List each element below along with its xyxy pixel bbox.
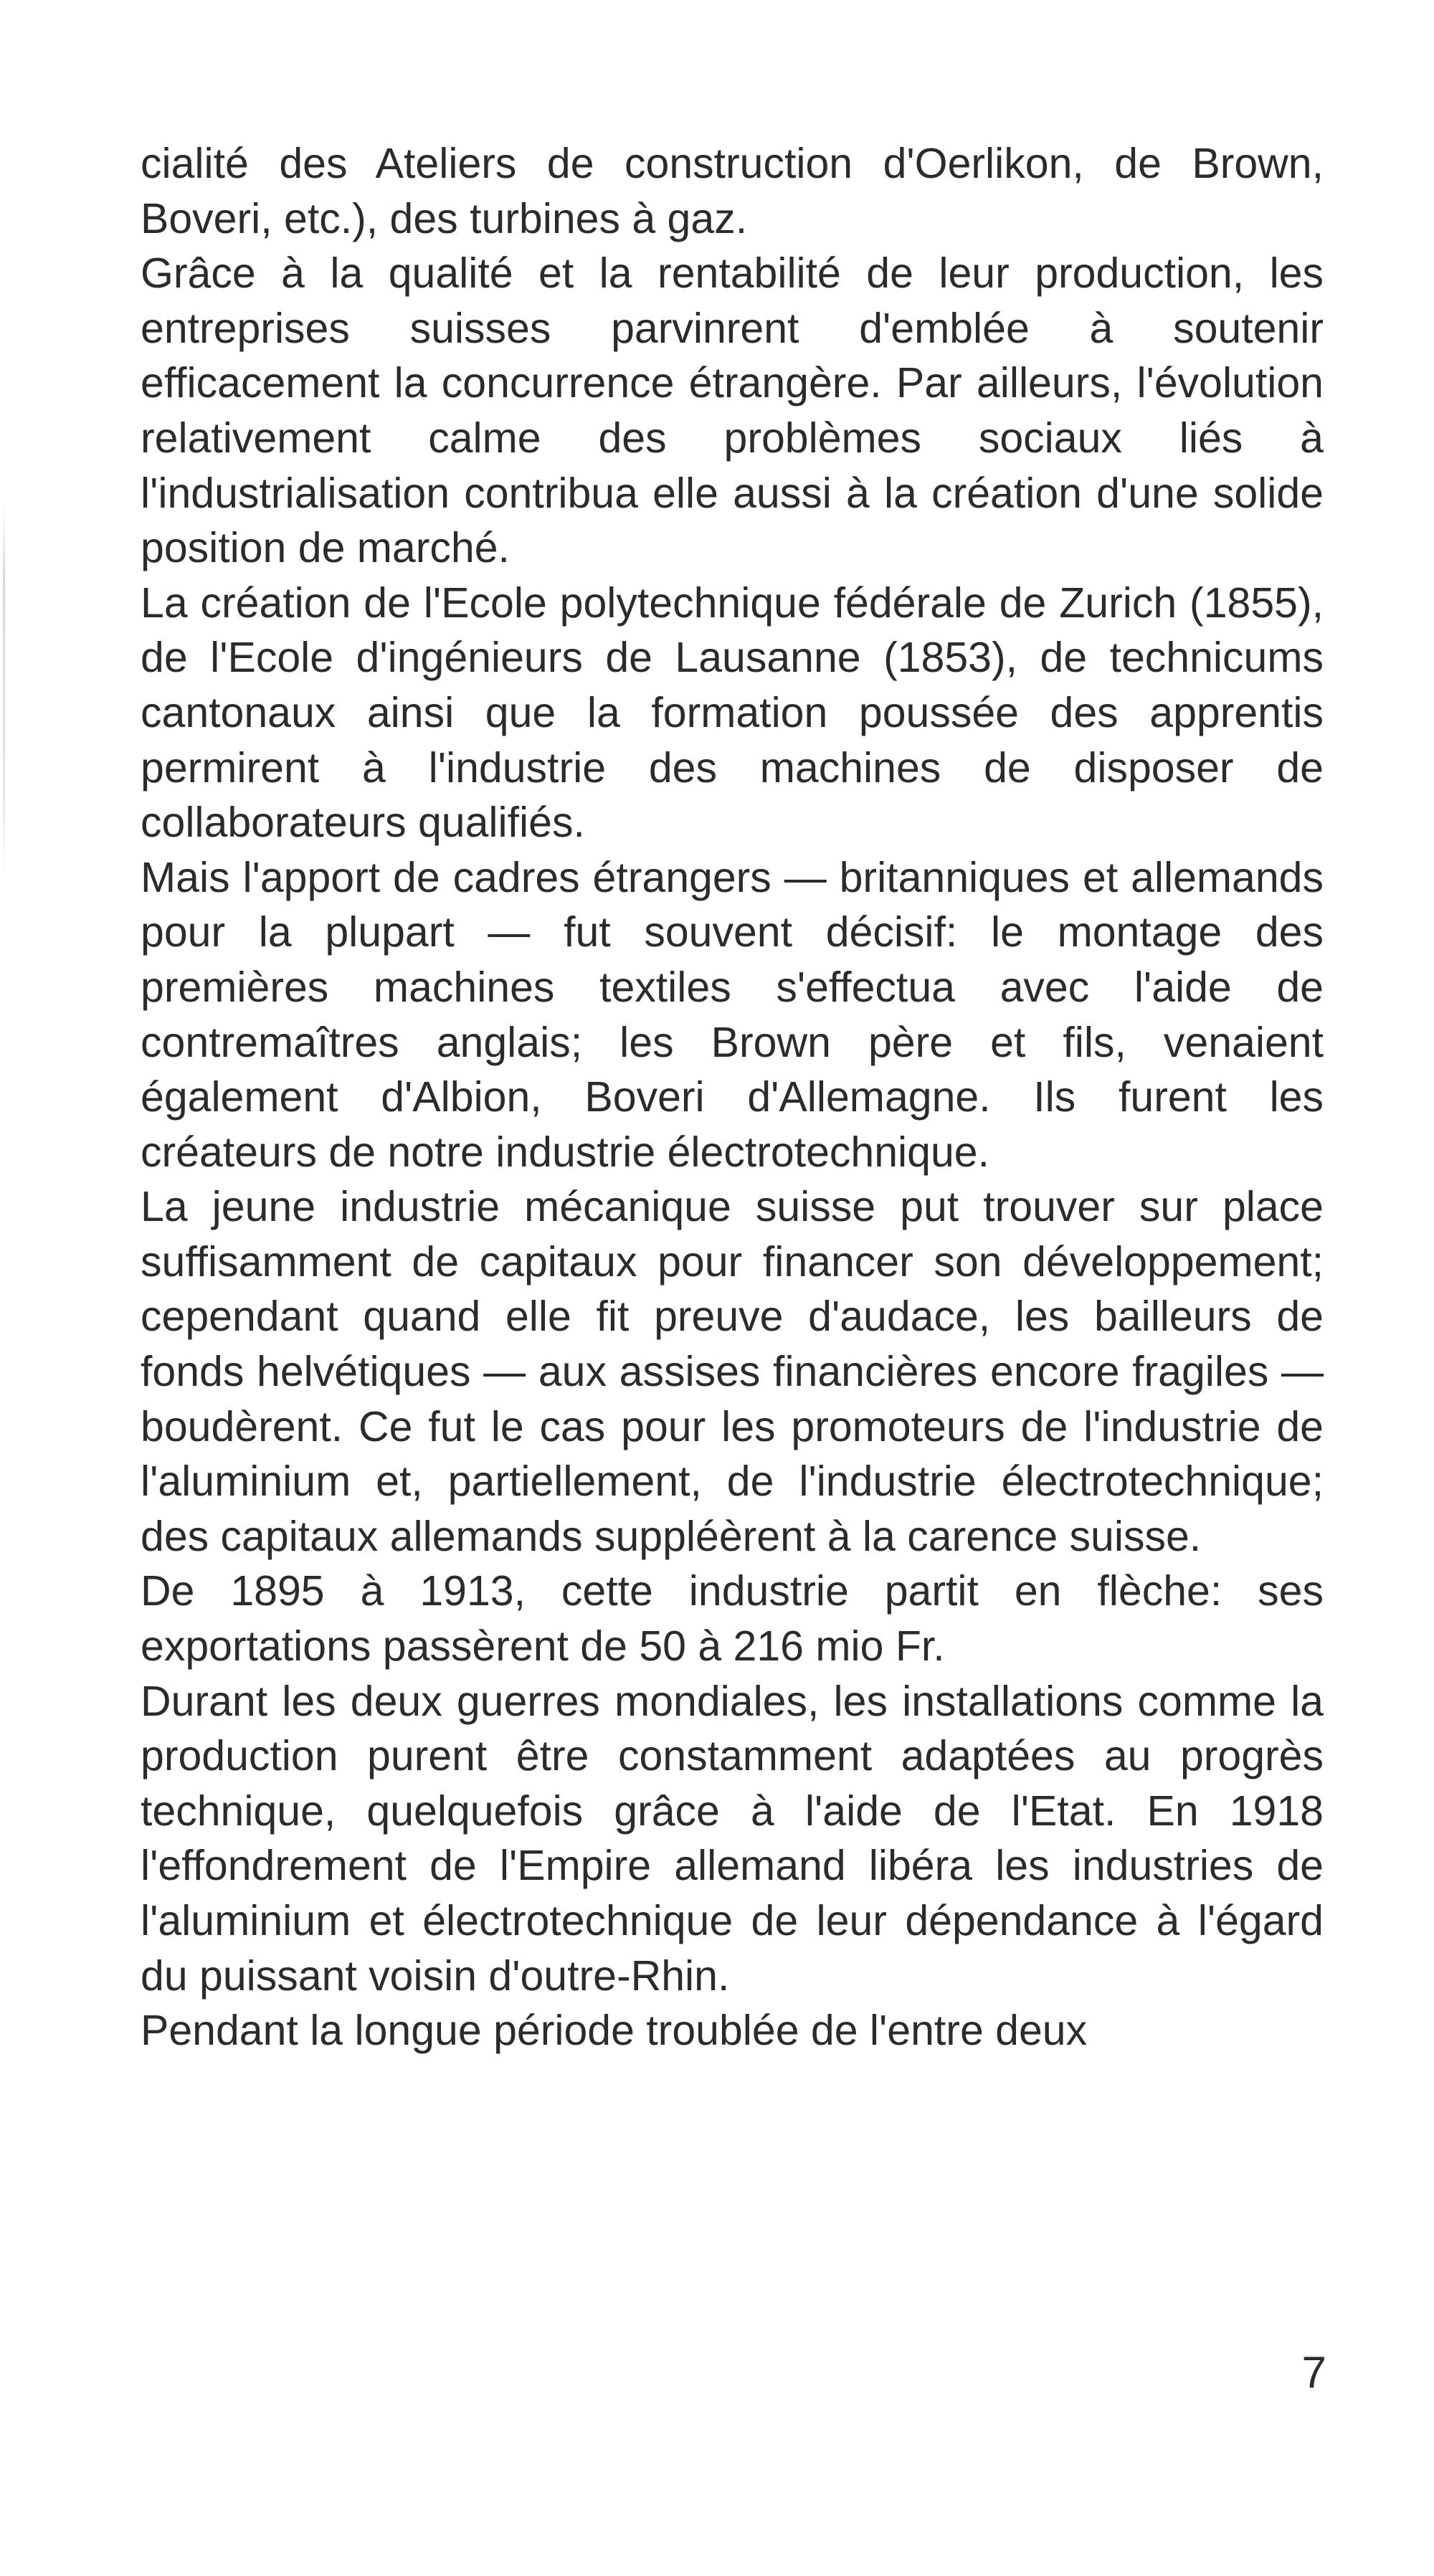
scan-margin-mark — [3, 502, 5, 875]
paragraph-2: Grâce à la qualité et la rentabilité de leur production, les entreprises suisses parvinrent d'emblée à soutenir efficacement la concurrence étrangère. Par ailleurs, l'évolution relativement calme des problèmes sociaux liés à l'industrialisation contribua elle aussi à la création d'une solide position de marché. — [141, 249, 1324, 572]
paragraph-1: cialité des Ateliers de construction d'Oerlikon, de Brown, Boveri, etc.), des turbines à gaz. — [141, 140, 1324, 242]
paragraph-7: Durant les deux guerres mondiales, les installations comme la production purent être constamment adaptées au progrès technique, quelquefois grâce à l'aide de l'Etat. En 1918 l'effondrement de l'Empire allemand libéra les industries de l'aluminium et électrotechnique de leur dépendance à l'égard du puissant voisin d'outre-Rhin. — [141, 1677, 1324, 2000]
paragraph-6: De 1895 à 1913, cette industrie partit en flèche: ses exportations passèrent de 50 à 216 mio Fr. — [141, 1567, 1324, 1670]
page-number: 7 — [1301, 2348, 1326, 2397]
paragraph-8: Pendant la longue période troublée de l'entre deux — [141, 2007, 1088, 2055]
paragraph-4: Mais l'apport de cadres étrangers — britanniques et allemands pour la plupart — fut souvent décisif: le montage des premières machines textiles s'effectua avec l'aide de contremaîtres anglais; les Brown père et fils, venaient également d'Albion, Boveri d'Allemagne. Ils furent les créateurs de notre industrie électrotechnique. — [141, 853, 1324, 1176]
paragraph-3: La création de l'Ecole polytechnique fédérale de Zurich (1855), de l'Ecole d'ingénieurs de Lausanne (1853), de technicums cantonaux ainsi que la formation poussée des apprentis permirent à l'industrie des machines de disposer de collaborateurs qualifiés. — [141, 579, 1324, 847]
body-text — [141, 136, 1324, 2058]
paragraph-5: La jeune industrie mécanique suisse put trouver sur place suffisamment de capitaux pour financer son développement; cependant quand elle fit preuve d'audace, les bailleurs de fonds helvétiques — aux assises financières encore fragiles — boudèrent. Ce fut le cas pour les promoteurs de l'industrie de l'aluminium et, partiellement, de l'industrie électrotechnique; des capitaux allemands suppléèrent à la carence suisse. — [141, 1183, 1324, 1560]
